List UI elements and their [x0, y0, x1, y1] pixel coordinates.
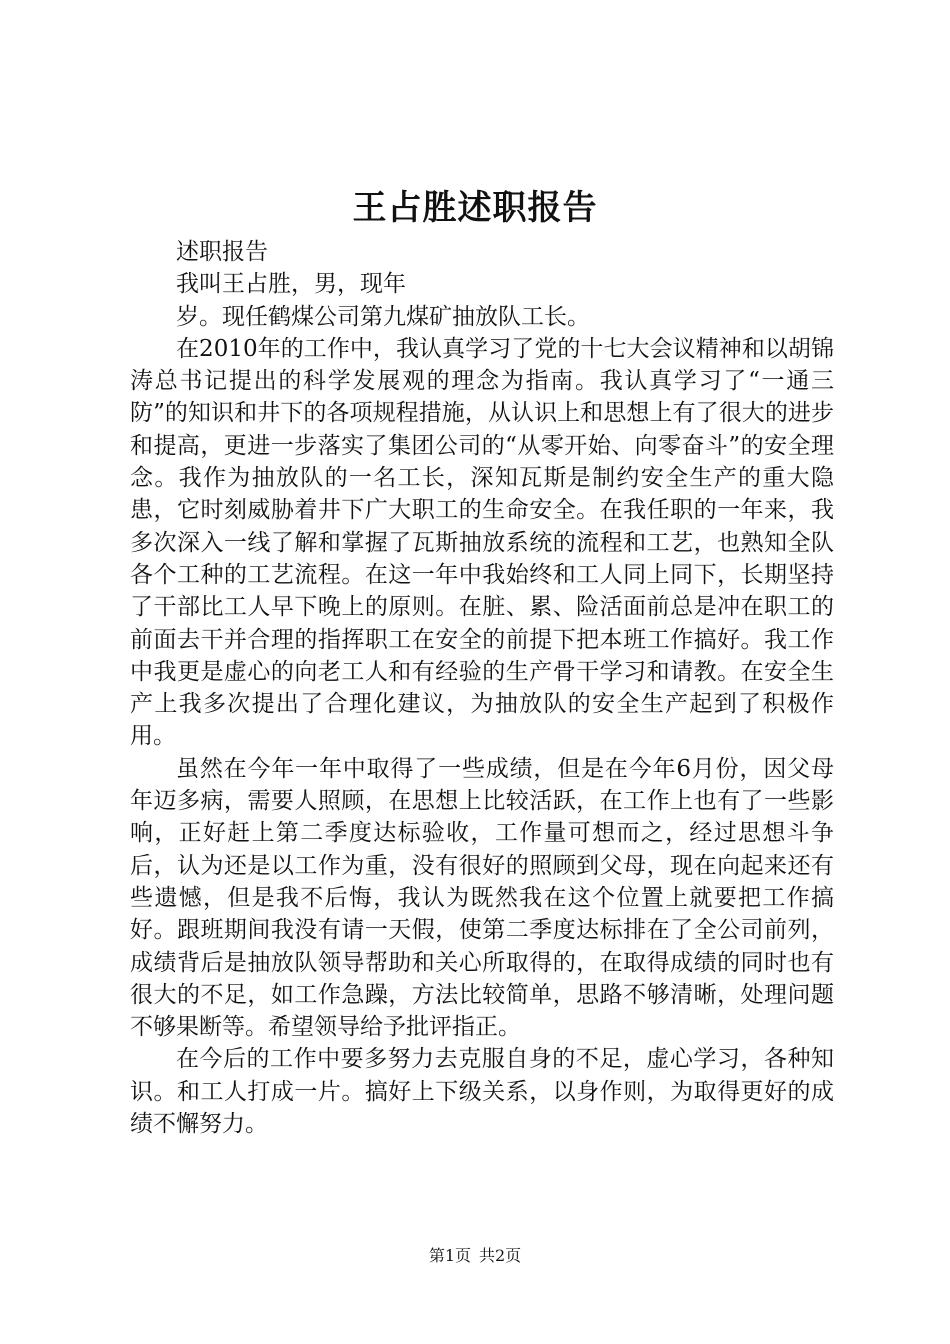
- paragraph-position: 岁。现任鹤煤公司第九煤矿抽放队工长。: [176, 303, 590, 330]
- document-body: [130, 236, 834, 1140]
- page-total: 共2页: [479, 1246, 522, 1265]
- paragraph-heading: 述职报告: [176, 239, 268, 265]
- document-title: 王占胜述职报告: [352, 188, 598, 228]
- page-number: 第1页: [428, 1246, 471, 1265]
- paragraph-achievements: 虽然在今年一年中取得了一些成绩，但是在今年6月份，因父母年迈多病，需要人照顾，在思想上比较活跃，在工作上也有了一些影响，正好赶上第二季度达标验收，工作量可想而之，经过思想斗争后，认为还是以工作为重，没有很好的照顾到父母，现在向起来还有些遗憾，但是我不后悔，我认为既然我在这个位置上就要把工作搞好。跟班期间我没有请一天假，使第二季度达标排在了全公司前列，成绩背后是抽放队领导帮助和关心所取得的，在取得成绩的同时也有很大的不足，如工作急躁，方法比较简单，思路不够清晰，处理问题不够果断等。希望领导给予批评指正。: [130, 755, 834, 1041]
- paragraph-future-plans: 在今后的工作中要多努力去克服自身的不足，虚心学习，各种知识。和工人打成一片。搞好上下级关系，以身作则，为取得更好的成绩不懈努力。: [130, 1046, 834, 1138]
- paragraph-work-summary: 在2010年的工作中，我认真学习了党的十七大会议精神和以胡锦涛总书记提出的科学发展观的理念为指南。我认真学习了“一通三防”的知识和井下的各项规程措施，从认识上和思想上有了很大的进步和提高，更进一步落实了集团公司的“从零开始、向零奋斗”的安全理念。我作为抽放队的一名工长，深知瓦斯是制约安全生产的重大隐患，它时刻威胁着井下广大职工的生命安全。在我任职的一年来，我多次深入一线了解和掌握了瓦斯抽放系统的流程和工艺，也熟知全队各个工种的工艺流程。在这一年中我始终和工人同上同下，长期坚持了干部比工人早下晚上的原则。在脏、累、险活面前总是冲在职工的前面去干并合理的指挥职工在安全的前提下把本班工作搞好。我工作中我更是虚心的向老工人和有经验的生产骨干学习和请教。在安全生产上我多次提出了合理化建议，为抽放队的安全生产起到了积极作用。: [130, 335, 834, 750]
- paragraph-intro: 我叫王占胜，男，现年: [176, 271, 406, 298]
- page-footer: [0, 1244, 950, 1268]
